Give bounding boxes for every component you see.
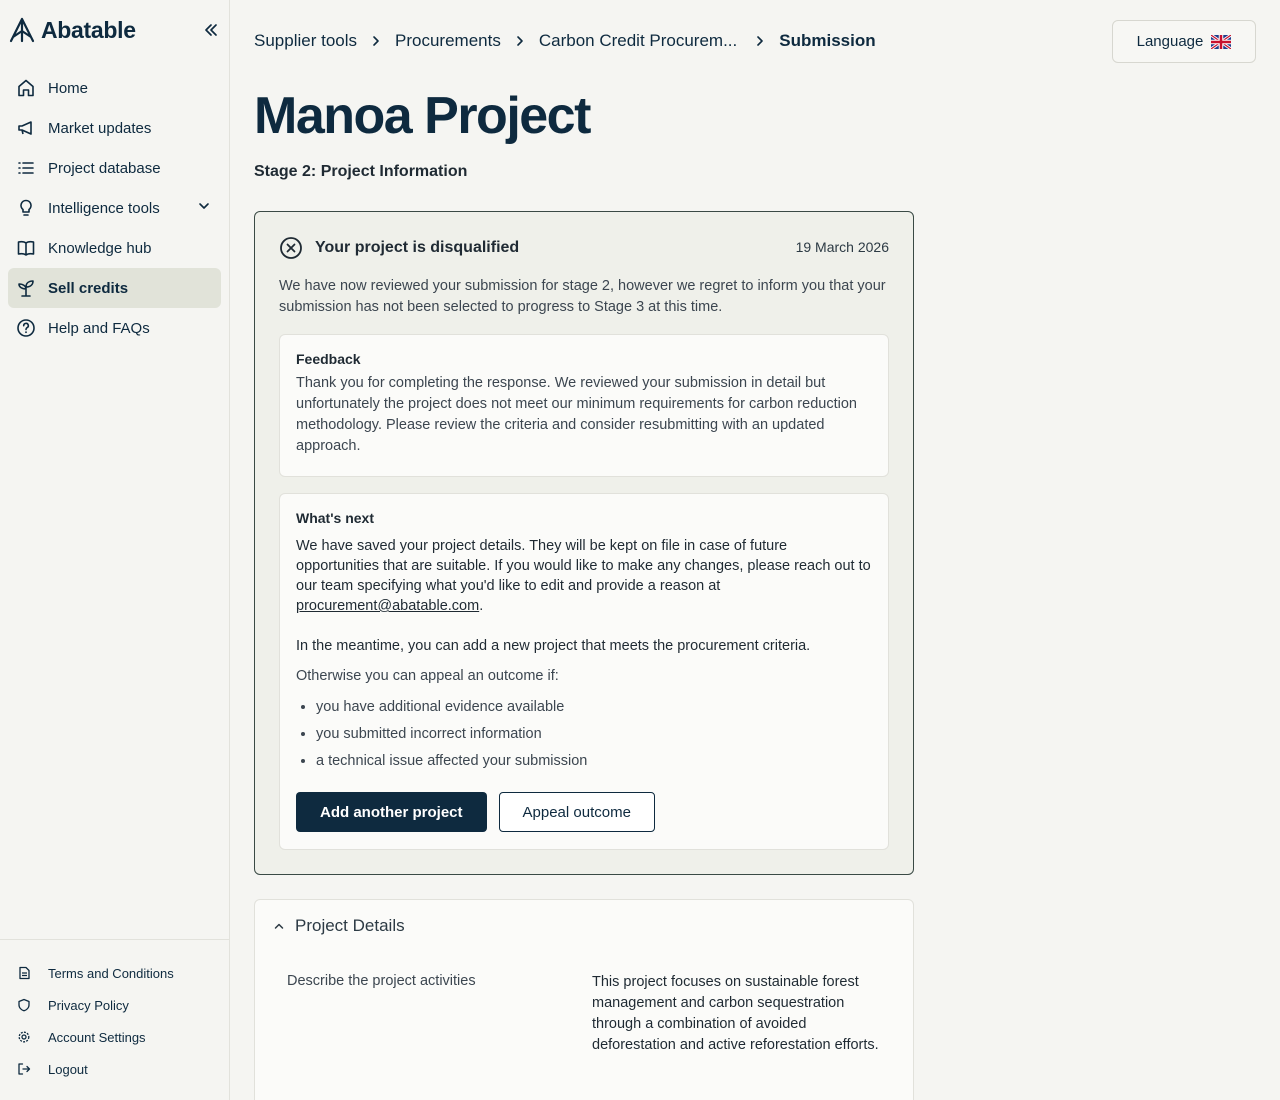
project-details-heading: Project Details [295, 916, 405, 935]
language-label: Language [1136, 33, 1204, 50]
procurement-email-link[interactable]: procurement@abatable.com [296, 598, 480, 614]
status-title: Your project is disqualified [315, 239, 520, 256]
gear-icon [16, 1029, 32, 1045]
list-icon [16, 158, 36, 178]
detail-value: This project focuses on sustainable forest management and carbon sequestration through a combination of avoided deforestation and active reforestation efforts. [592, 974, 879, 1053]
sidebar-item-label: Sell credits [48, 279, 129, 297]
sidebar-item-home[interactable] [8, 68, 221, 108]
list-item: • you have additional evidence available [316, 694, 872, 721]
whats-next-heading: What's next [296, 510, 375, 526]
main-nav [8, 68, 221, 348]
chevron-up-icon [273, 920, 285, 932]
detail-label: Describe the project activities [287, 973, 476, 989]
footer-item-label: Privacy Policy [48, 997, 129, 1013]
stage-subtitle: Stage 2: Project Information [254, 163, 468, 180]
footer-item-label: Terms and Conditions [48, 965, 174, 981]
uk-flag-icon [1211, 35, 1231, 49]
megaphone-icon [16, 118, 36, 138]
chevron-down-icon[interactable] [197, 199, 211, 217]
brand-name: Abatable [41, 16, 136, 43]
sidebar-item-label: Market updates [48, 119, 152, 137]
sidebar-item-knowledge-hub[interactable] [8, 228, 221, 268]
actions-row [296, 792, 655, 832]
home-icon [16, 78, 36, 98]
whats-next-panel [279, 493, 889, 850]
close-circle-icon [279, 236, 303, 260]
sidebar-item-project-database[interactable] [8, 148, 221, 188]
footer-item-logout[interactable] [0, 1053, 229, 1085]
appeal-reasons-list [296, 694, 872, 775]
breadcrumb [254, 30, 876, 52]
sidebar-item-help-faqs[interactable] [8, 308, 221, 348]
logout-icon [16, 1061, 32, 1077]
footer-item-label: Account Settings [48, 1029, 146, 1045]
feedback-text: Thank you for completing the response. We reviewed your submission in detail but unfortunately the project does not meet our minimum requirements for carbon reduction methodology. Please review the criteria and consider resubmitting with an updated approach. [296, 375, 857, 454]
footer-item-privacy[interactable] [0, 989, 229, 1021]
sidebar-footer [0, 939, 229, 1085]
list-item: • you submitted incorrect information [316, 721, 872, 748]
book-icon [16, 238, 36, 258]
sidebar-item-intelligence-tools[interactable] [8, 188, 221, 228]
breadcrumb-carbon-credit-procurement[interactable]: Carbon Credit Procurem... [538, 31, 738, 50]
page-title: Manoa Project [254, 87, 590, 145]
appeal-intro-text: Otherwise you can appeal an outcome if: [296, 668, 559, 684]
document-icon [16, 965, 32, 981]
appeal-outcome-button[interactable]: Appeal outcome [499, 792, 655, 832]
shield-icon [16, 997, 32, 1013]
chevrons-left-icon [203, 22, 219, 38]
whats-next-text-end: . [479, 598, 484, 614]
help-circle-icon [16, 318, 36, 338]
whats-next-text-body: We have saved your project details. They will be kept on file in case of future opportunities that are suitable. If you would like to make any changes, please reach out to our team specifying what you'd like to edit and provide a reason at [296, 538, 871, 594]
chevron-right-icon [755, 35, 765, 47]
brand-logo[interactable] [9, 16, 136, 44]
sidebar-item-label: Knowledge hub [48, 239, 152, 257]
feedback-panel [279, 334, 889, 477]
footer-item-label: Logout [48, 1061, 88, 1077]
status-message: We have now reviewed your submission for stage 2, however we regret to inform you that your submission has not been selected to progress to Stage 3 at this time. [279, 278, 886, 315]
disqualified-status-card [254, 211, 914, 875]
whats-next-text [296, 536, 872, 616]
list-item: • a technical issue affected your submission [316, 748, 872, 775]
lightbulb-icon [16, 198, 36, 218]
chevron-right-icon [515, 35, 525, 47]
status-header [279, 236, 889, 260]
meantime-text: In the meantime, you can add a new project that meets the procurement criteria. [296, 638, 811, 654]
sidebar-item-market-updates[interactable] [8, 108, 221, 148]
status-date: 19 March 2026 [795, 239, 889, 255]
footer-item-terms[interactable] [0, 957, 229, 989]
chevron-right-icon [371, 35, 381, 47]
breadcrumb-submission: Submission [779, 31, 876, 50]
collapse-sidebar-button[interactable] [200, 19, 222, 41]
sidebar [0, 0, 230, 1100]
add-another-project-button[interactable]: Add another project [296, 792, 487, 832]
sidebar-item-label: Home [48, 79, 89, 97]
language-button[interactable] [1112, 20, 1256, 63]
sidebar-item-sell-credits[interactable] [8, 268, 221, 308]
breadcrumb-procurements[interactable]: Procurements [395, 31, 501, 50]
sidebar-item-label: Help and FAQs [48, 319, 150, 337]
abatable-logo-icon [9, 17, 35, 43]
sprout-icon [16, 278, 36, 298]
breadcrumb-supplier-tools[interactable]: Supplier tools [254, 31, 358, 50]
feedback-heading: Feedback [296, 351, 361, 367]
project-details-toggle[interactable] [273, 916, 405, 936]
sidebar-item-label: Intelligence tools [48, 199, 160, 217]
project-details-card [254, 899, 914, 1100]
footer-item-account-settings[interactable] [0, 1021, 229, 1053]
sidebar-item-label: Project database [48, 159, 161, 177]
